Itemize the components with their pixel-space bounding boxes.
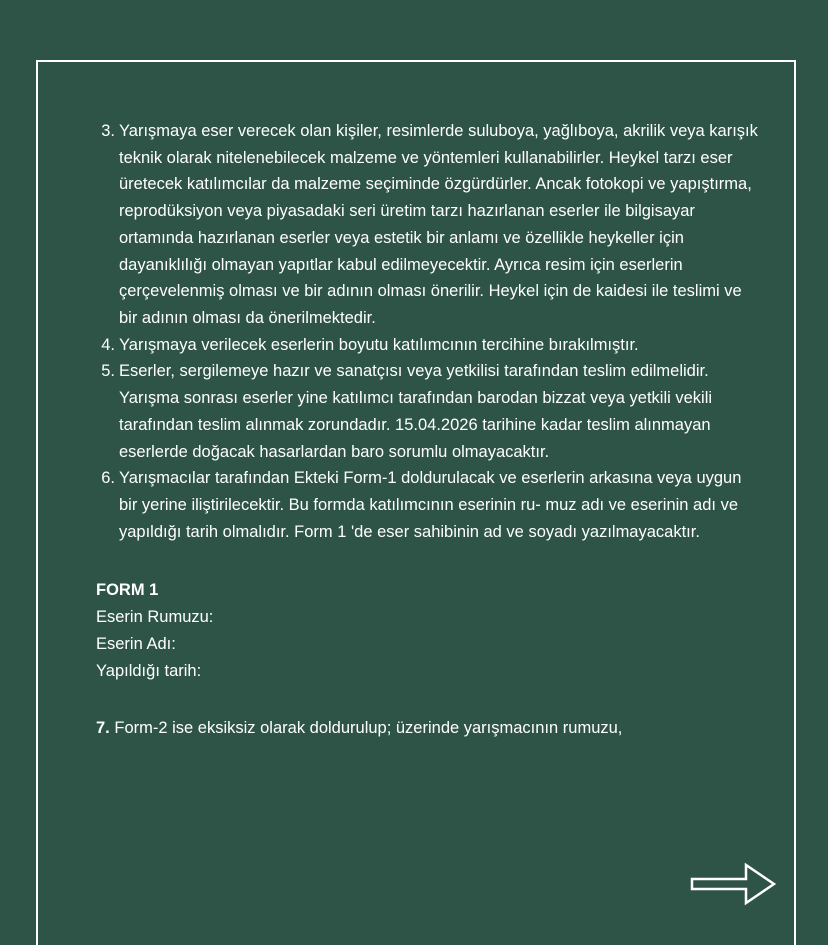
clause-text: Form-2 ise eksiksiz olarak doldurulup; üzerinde yarışmacının rumuzu, bbox=[114, 719, 623, 738]
document-content bbox=[96, 118, 762, 742]
clause-text: Eserler, sergilemeye hazır ve sanatçısı veya yetkilisi tarafından teslim edilmelidir. Yarışma sonrası eserler yine katılımcı tarafından barodan bizzat veya yetkili vekili tarafından teslim alınmak zorundadır. 15.04.2026 tarihine kadar teslim alınmayan eserlerde doğacak hasarlardan baro sorumlu olmayacaktır. bbox=[119, 362, 713, 461]
clause-list bbox=[96, 118, 762, 546]
form-1-block bbox=[96, 577, 762, 685]
form-field-label: Yapıldığı tarih: bbox=[96, 661, 202, 680]
clause-text: Yarışmaya verilecek eserlerin boyutu katılımcının tercihine bırakılmıştır. bbox=[119, 335, 639, 354]
list-item bbox=[96, 358, 762, 465]
arrow-right-icon bbox=[690, 861, 776, 907]
list-item bbox=[96, 465, 762, 545]
form-title: FORM 1 bbox=[96, 580, 159, 599]
list-item bbox=[96, 118, 762, 332]
form-field-label: Eserin Adı: bbox=[96, 634, 176, 653]
clause-number: 6. bbox=[101, 469, 115, 488]
clause-text: Yarışmaya eser verecek olan kişiler, resimlerde suluboya, yağlıboya, akrilik veya karışık teknik olarak nitelenebilecek malzeme ve yöntemleri kullanabilirler. Heykel tarzı eser üretecek katılımcılar da malzeme seçiminde özgürdürler. Ancak fotokopi ve yapıştırma, reprodüksiyon veya piyasadaki seri üretim tarzı hazırlanan eserler ile bilgisayar ortamında hazırlanan eserler veya estetik bir anlamı ve özellikle heykeller için dayanıklılığı olmayan yapıtlar kabul edilmeyecektir. Ayrıca resim için eserlerin çerçevelenmiş olması ve bir adının olması önerilir. Heykel için de kaidesi ile teslimi ve bir adının olması da önerilmektedir. bbox=[119, 122, 758, 328]
clause-7 bbox=[96, 715, 762, 742]
list-item bbox=[96, 332, 762, 359]
clause-number: 4. bbox=[101, 335, 115, 354]
clause-number: 7. bbox=[96, 719, 110, 738]
clause-number: 3. bbox=[101, 122, 115, 140]
clause-number: 5. bbox=[101, 362, 115, 381]
form-field-label: Eserin Rumuzu: bbox=[96, 608, 214, 627]
clause-text: Yarışmacılar tarafından Ekteki Form-1 doldurulacak ve eserlerin arkasına veya uygun bir yerine iliştirilecektir. Bu formda katılımcının eserinin ru- muz adı ve eserinin adı ve yapıldığı tarih olmalıdır. Form 1 'de eser sahibinin ad ve soyadı yazılmayacaktır. bbox=[119, 469, 742, 541]
